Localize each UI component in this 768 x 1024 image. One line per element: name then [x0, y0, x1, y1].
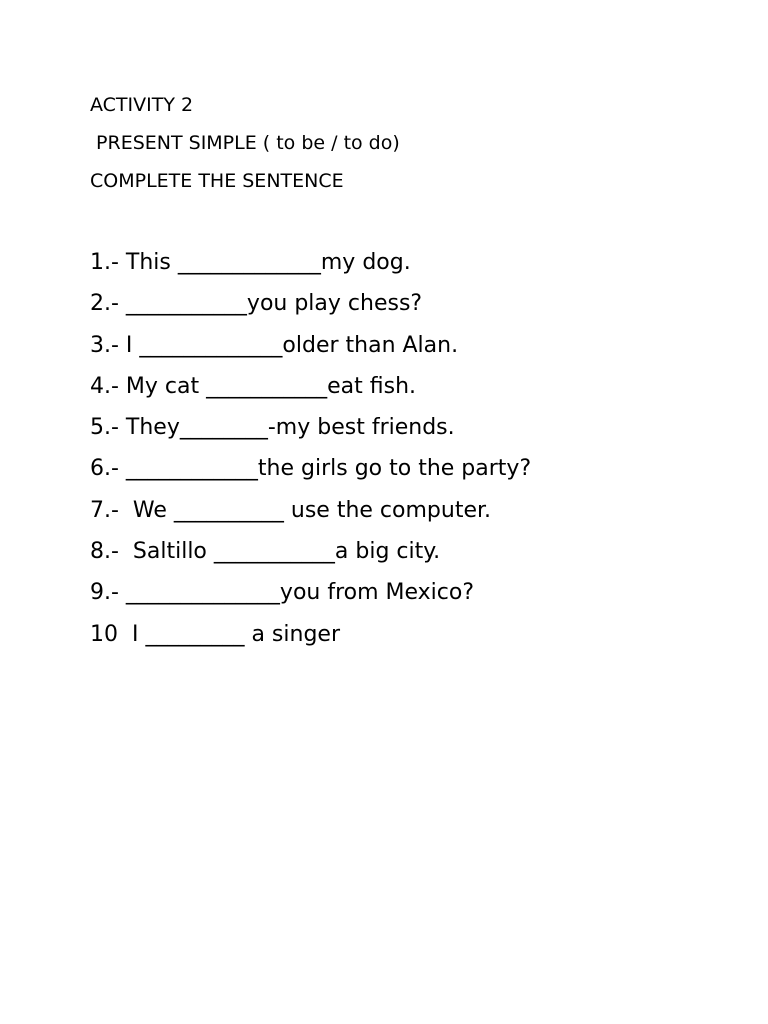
sentence-item-6: 6.- ____________the girls go to the party?	[90, 456, 532, 482]
sentence-item-4: 4.- My cat ___________eat fish.	[90, 373, 417, 399]
sentence-item-8: 8.- Saltillo ___________a big city.	[90, 539, 441, 565]
sentence-item-9: 9.- ______________you from Mexico?	[90, 580, 475, 606]
topic-subtitle: PRESENT SIMPLE ( to be / to do)	[90, 132, 400, 154]
sentence-item-10: 10 I _________ a singer	[90, 621, 340, 647]
sentence-item-3: 3.- I _____________older than Alan.	[90, 332, 459, 358]
activity-title: ACTIVITY 2	[90, 94, 194, 116]
sentence-item-2: 2.- ___________you play chess?	[90, 291, 423, 317]
sentence-item-5: 5.- They________-my best friends.	[90, 415, 455, 441]
sentence-item-1: 1.- This _____________my dog.	[90, 250, 411, 275]
sentence-list	[90, 249, 531, 662]
instruction-text: COMPLETE THE SENTENCE	[90, 170, 344, 192]
sentence-item-7: 7.- We __________ use the computer.	[90, 497, 492, 523]
